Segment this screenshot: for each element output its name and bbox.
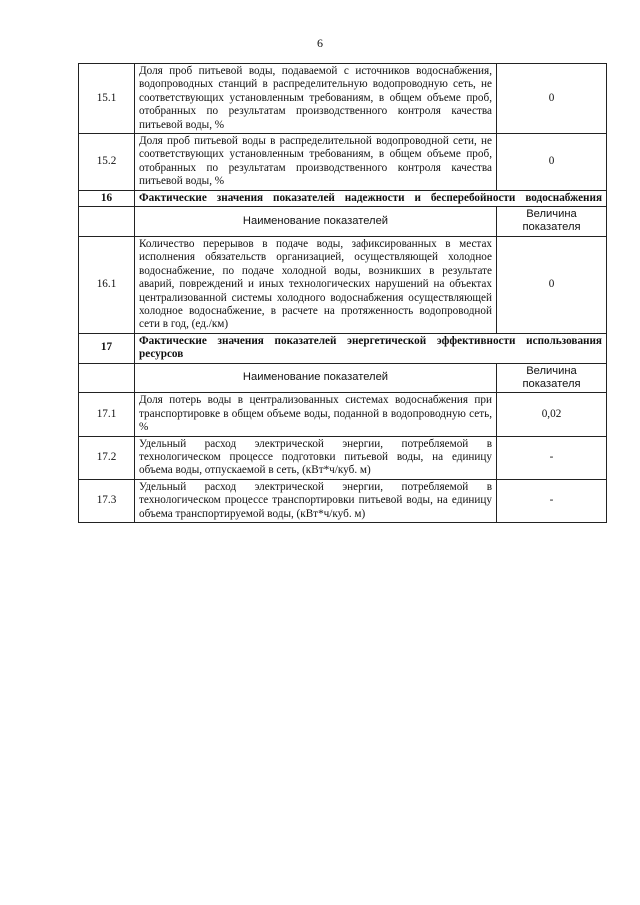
row-number: 17.3 [79, 479, 135, 522]
section-title: Фактические значения показателей энергетической эффективности использования ресурсов [135, 333, 607, 363]
indicator-name: Количество перерывов в подаче воды, зафиксированных в местах исполнения обязательств организацией, осуществляющей холодное водоснабжение, по подаче холодной воды, возникших в результате аварий, повреждений и иных технологических нарушений на объектах централизованной системы холодного водоснабжения осуществляющей холодное водоснабжение, в расчете на протяженность водопроводной сети в год, (ед./км) [135, 236, 497, 333]
row-number: 17.2 [79, 436, 135, 479]
section-number: 17 [79, 333, 135, 363]
indicator-name: Доля проб питьевой воды, подаваемой с источников водоснабжения, водопроводных станций в распределительную водопроводную сеть, не соответствующих установленным требованиям, в общем объеме проб, отобранных по результатам производственного контроля качества питьевой воды, % [135, 64, 497, 134]
row-number: 16.1 [79, 236, 135, 333]
section-title: Фактические значения показателей надежности и бесперебойности водоснабжения [135, 190, 607, 206]
indicator-name: Доля потерь воды в централизованных системах водоснабжения при транспортировке в общем объеме воды, поданной в водопроводную сеть, % [135, 393, 497, 436]
table-row [79, 134, 607, 191]
indicator-name: Доля проб питьевой воды в распределительной водопроводной сети, не соответствующих установленным требованиям, в общем объеме проб, отобранных по результатам производственного контроля качества питьевой воды, % [135, 134, 497, 191]
section-row [79, 190, 607, 206]
indicator-value: 0 [497, 64, 607, 134]
indicator-value: 0 [497, 236, 607, 333]
table-row [79, 479, 607, 522]
row-number: 15.2 [79, 134, 135, 191]
indicator-name: Удельный расход электрической энергии, потребляемой в технологическом процессе подготовки питьевой воды, на единицу объема воды, отпускаемой в сеть, (кВт*ч/куб. м) [135, 436, 497, 479]
header-indicator-value: Величина показателя [497, 207, 607, 237]
indicator-value: - [497, 479, 607, 522]
row-number: 15.1 [79, 64, 135, 134]
indicator-value: - [497, 436, 607, 479]
table-row [79, 436, 607, 479]
header-row [79, 363, 607, 393]
header-blank-cell [79, 207, 135, 237]
indicator-value: 0 [497, 134, 607, 191]
table-row [79, 64, 607, 134]
header-indicator-value: Величина показателя [497, 363, 607, 393]
indicator-name: Удельный расход электрической энергии, потребляемой в технологическом процессе транспортировки питьевой воды, на единицу объема транспортируемой воды, (кВт*ч/куб. м) [135, 479, 497, 522]
row-number: 17.1 [79, 393, 135, 436]
indicators-table [78, 63, 607, 523]
section-row [79, 333, 607, 363]
header-row [79, 207, 607, 237]
header-indicator-name: Наименование показателей [135, 207, 497, 237]
header-indicator-name: Наименование показателей [135, 363, 497, 393]
page-number: 6 [317, 36, 323, 50]
table-row [79, 393, 607, 436]
table-row [79, 236, 607, 333]
header-blank-cell [79, 363, 135, 393]
indicator-value: 0,02 [497, 393, 607, 436]
section-number: 16 [79, 190, 135, 206]
